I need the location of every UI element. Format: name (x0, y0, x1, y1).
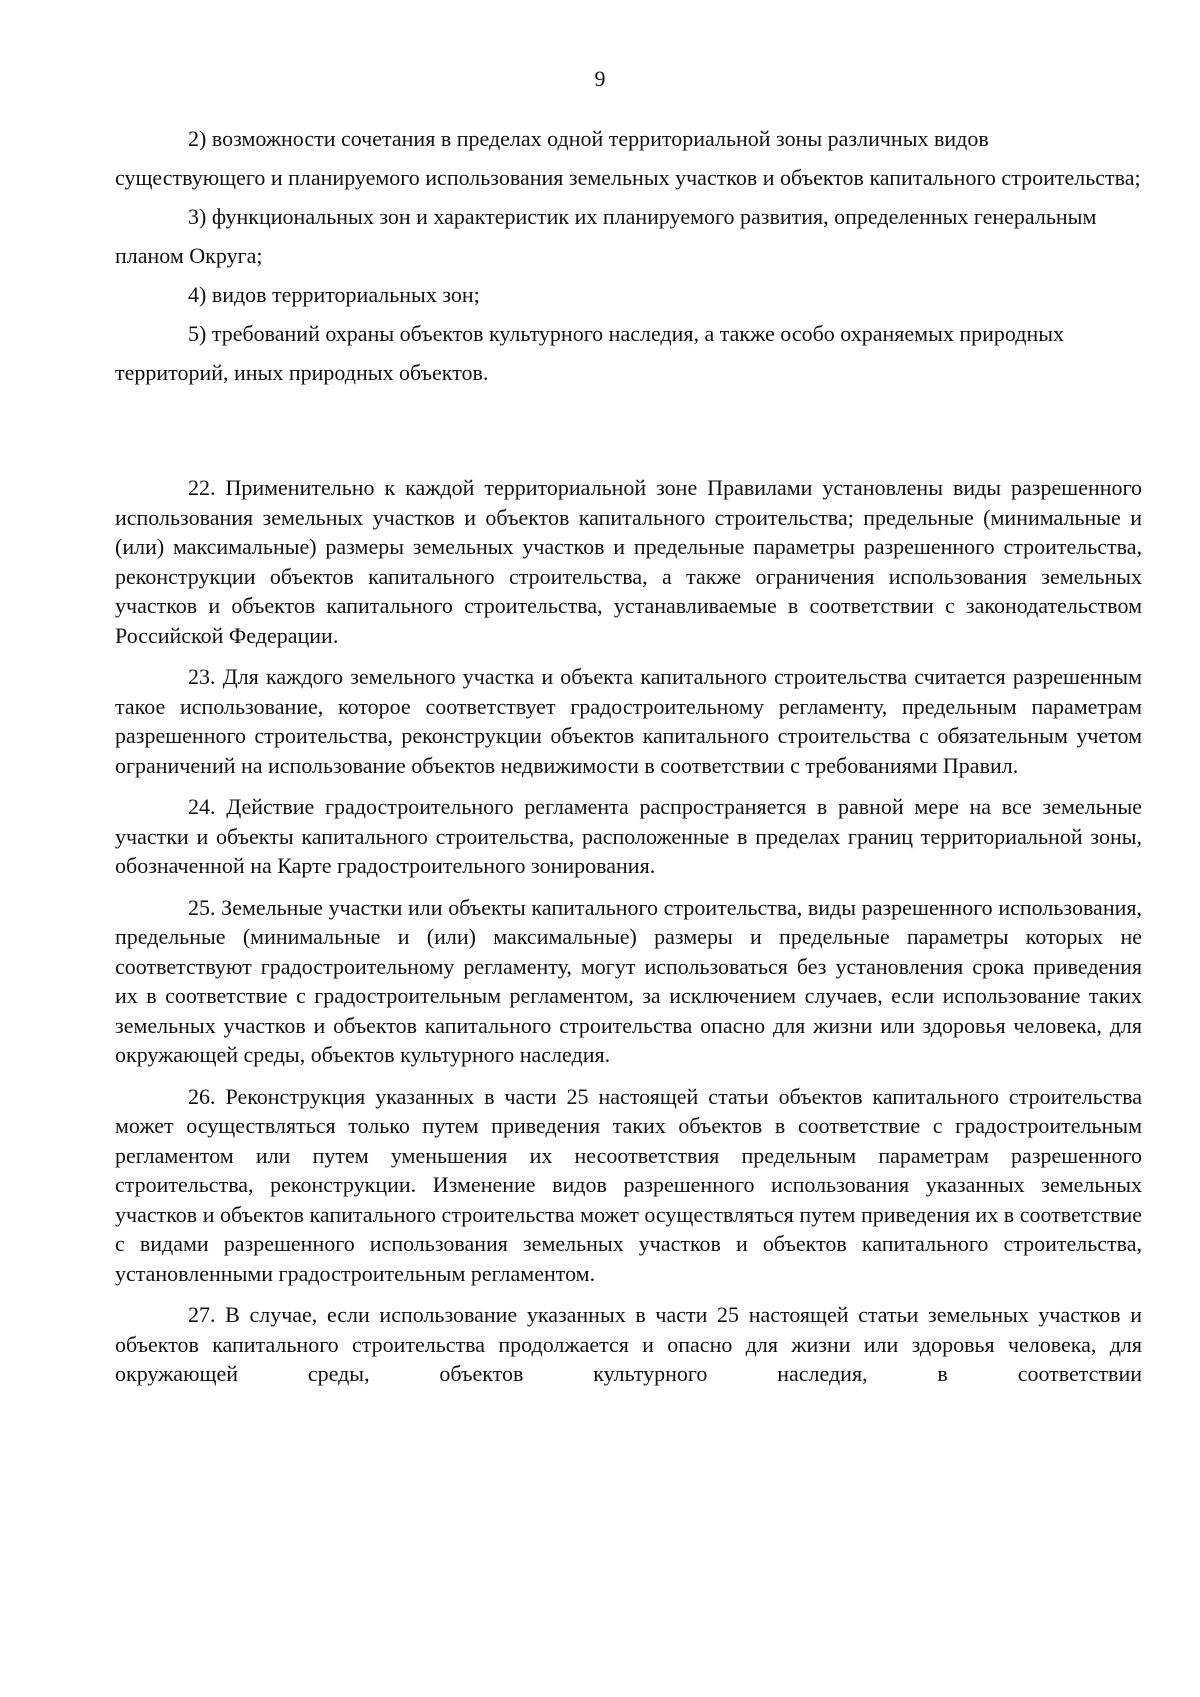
paragraph-25: 25. Земельные участки или объекты капитального строительства, виды разрешенного использования, предельные (минимальные и (или) максимальные) размеры и предельные параметры которых не соответствуют градостроительному регламенту, могут использоваться без установления срока приведения их в соответствие с градостроительным регламентом, за исключением случаев, если использование таких земельных участков и объектов капитального строительства опасно для жизни или здоровья человека, для окружающей среды, объектов культурного наследия. (115, 894, 1142, 1067)
paragraphs-section (115, 473, 1142, 1401)
paragraph-27: 27. В случае, если использование указанных в части 25 настоящей статьи земельных участков и объектов капитального строительства продолжается и опасно для жизни или здоровья человека, для окружающей среды, объектов культурного наследия, в соответствии (115, 1302, 1142, 1386)
paragraph-26: 26. Реконструкция указанных в части 25 настоящей статьи объектов капитального строительства может осуществляться только путем приведения таких объектов в соответствие с градостроительным регламентом или путем уменьшения их несоответствия предельным параметрам разрешенного строительства, реконструкции. Изменение видов разрешенного использования указанных земельных участков и объектов капитального строительства может осуществляться путем приведения их в соответствие с видами разрешенного использования земельных участков и объектов капитального строительства, установленными градостроительным регламентом. (115, 1083, 1142, 1286)
list-item-2: 2) возможности сочетания в пределах одной территориальной зоны различных видов существующего и планируемого использования земельных участков и объектов капитального строительства; (115, 126, 1141, 190)
list-item-5: 5) требований охраны объектов культурного наследия, а также особо охраняемых природных территорий, иных природных объектов. (115, 321, 1065, 385)
paragraph-23: 23. Для каждого земельного участка и объекта капитального строительства считается разрешенным такое использование, которое соответствует градостроительному регламенту, предельным параметрам разрешенного строительства, реконструкции объектов капитального строительства с обязательным учетом ограничений на использование объектов недвижимости в соответствии с требованиями Правил. (115, 664, 1142, 778)
paragraph-22: 22. Применительно к каждой территориальной зоне Правилами установлены виды разрешенного использования земельных участков и объектов капитального строительства; предельные (минимальные и (или) максимальные) размеры земельных участков и предельные параметры разрешенного строительства, реконструкции объектов капитального строительства, а также ограничения использования земельных участков и объектов капитального строительства, устанавливаемые в соответствии с законодательством Российской Федерации. (115, 475, 1142, 648)
page-number: 9 (594, 66, 606, 91)
list-item-4: 4) видов территориальных зон; (188, 282, 480, 307)
list-section (115, 119, 1142, 392)
paragraph-24: 24. Действие градостроительного регламента распространяется в равной мере на все земельные участки и объекты капитального строительства, расположенные в пределах границ территориальной зоны, обозначенной на Карте градостроительного зонирования. (115, 794, 1142, 878)
list-item-3: 3) функциональных зон и характеристик их планируемого развития, определенных генеральным планом Округа; (115, 204, 1097, 268)
